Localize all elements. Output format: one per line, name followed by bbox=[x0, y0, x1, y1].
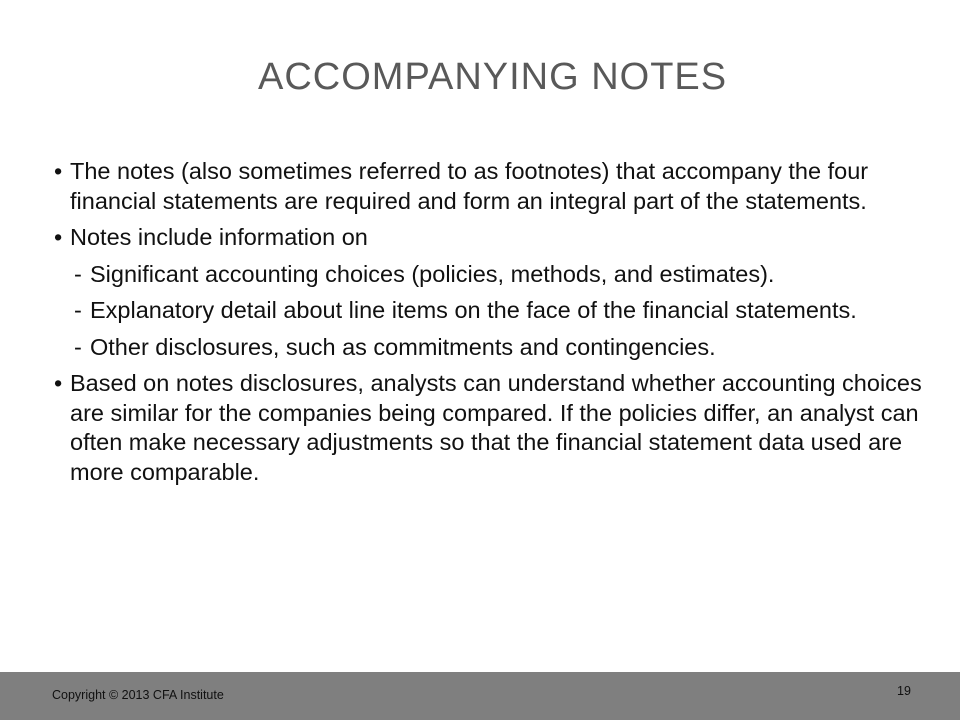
sub-bullet-marker: - bbox=[74, 260, 82, 287]
bullet-text: The notes (also sometimes referred to as footnotes) that accompany the four financial statements are required and form an integral part of the statements. bbox=[70, 158, 869, 214]
sub-bullet-marker: - bbox=[74, 333, 82, 360]
bullet-list bbox=[54, 157, 934, 494]
bullet-marker: • bbox=[54, 370, 63, 396]
sub-bullet-text: Explanatory detail about line items on the face of the financial statements. bbox=[90, 297, 857, 323]
bullet-text: Notes include information on bbox=[70, 224, 368, 250]
bullet-item bbox=[54, 369, 934, 487]
copyright-text: Copyright © 2013 CFA Institute bbox=[52, 688, 224, 702]
bullet-item bbox=[54, 223, 934, 253]
bullet-text: Based on notes disclosures, analysts can understand whether accounting choices are similar for the companies being compared. If the policies differ, an analyst can often make necessary adjustments so that the financial statement data used are more comparable. bbox=[70, 370, 922, 485]
sub-bullet-text: Other disclosures, such as commitments and contingencies. bbox=[90, 333, 716, 360]
bullet-marker: • bbox=[54, 158, 63, 184]
sub-bullet-text: Significant accounting choices (policies, methods, and estimates). bbox=[90, 260, 775, 287]
bullet-item bbox=[54, 157, 934, 216]
sub-bullet-item bbox=[54, 333, 934, 363]
sub-bullet-item bbox=[54, 296, 934, 326]
footer-bar bbox=[0, 672, 960, 720]
sub-bullet-marker: - bbox=[74, 297, 82, 323]
bullet-marker: • bbox=[54, 224, 63, 250]
slide-title: ACCOMPANYING NOTES bbox=[258, 56, 728, 98]
page-number: 19 bbox=[897, 684, 911, 698]
sub-bullet-item bbox=[54, 260, 934, 290]
